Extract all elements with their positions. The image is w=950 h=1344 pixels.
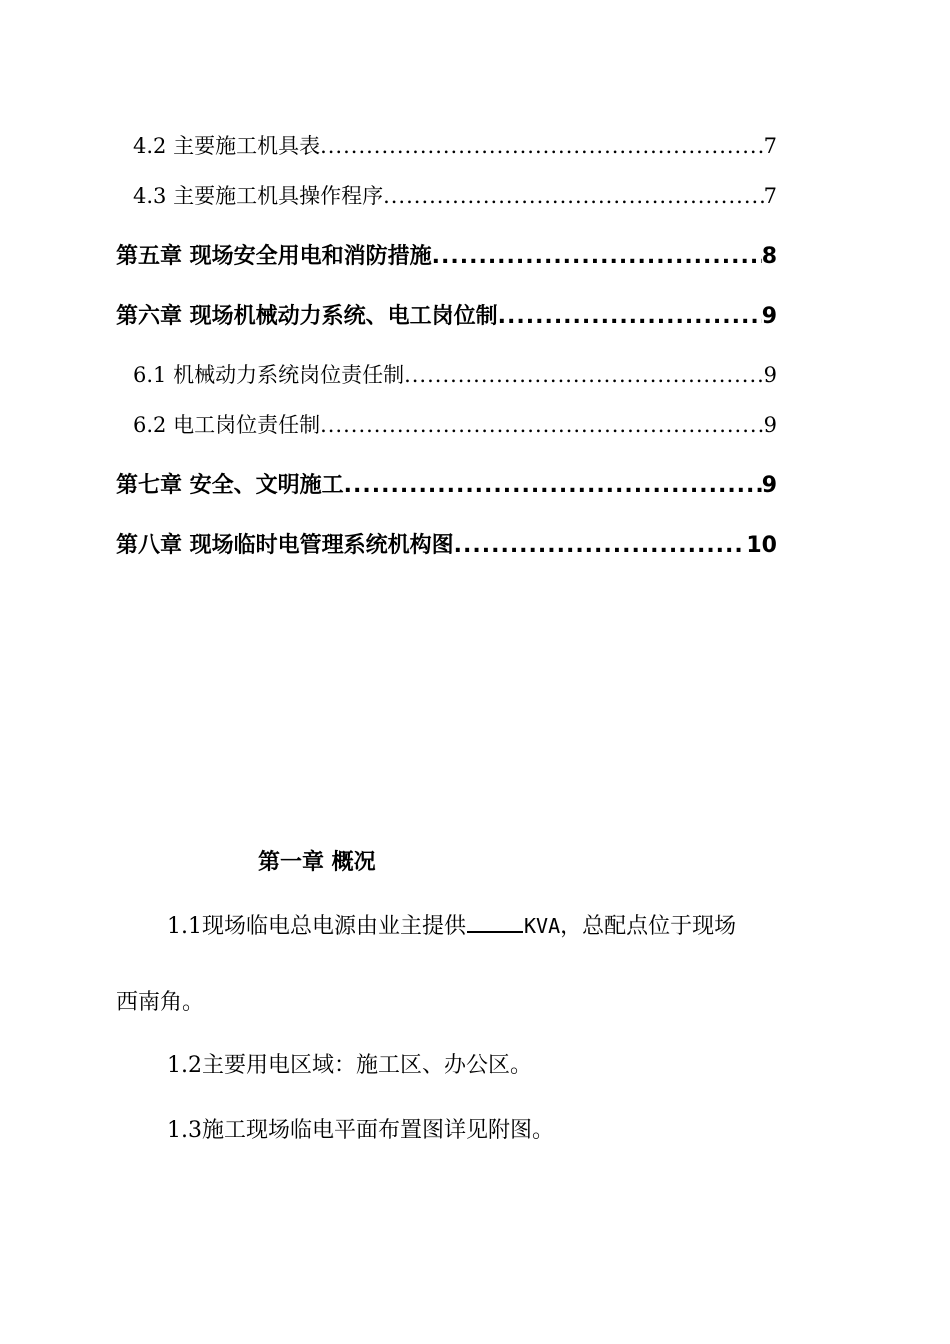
paragraph-1-1-continued: 西南角。: [116, 990, 205, 1015]
paragraph-1-3: 1.3施工现场临电平面布置图详见附图。: [167, 1118, 554, 1143]
toc-leader-dots: [498, 304, 762, 329]
paragraph-text: ，总配点位于现场: [560, 914, 737, 939]
toc-entry: [133, 409, 777, 439]
toc-entry: [133, 359, 777, 389]
toc-entry-label: 4.3 主要施工机具操作程序: [133, 184, 384, 208]
paragraph-1-1: [167, 909, 736, 940]
toc-entry-page: 9: [761, 304, 777, 329]
blank-underline: [467, 930, 523, 933]
toc-leader-dots: [432, 244, 762, 269]
paragraph-text: 1.1现场临电总电源由业主提供: [167, 914, 466, 939]
toc-leader-dots: [320, 413, 764, 437]
toc-entry-page: 7: [763, 184, 777, 208]
paragraph-1-2: 1.2主要用电区域：施工区、办公区。: [167, 1053, 532, 1078]
toc-entry-label: 第七章 安全、文明施工: [116, 473, 344, 498]
toc-entry-label: 6.1 机械动力系统岗位责任制: [133, 363, 405, 387]
toc-entry-page: 9: [763, 413, 777, 437]
toc-entry-page: 9: [761, 473, 777, 498]
toc-entry: [133, 180, 777, 210]
toc-entry-page: 10: [746, 533, 777, 558]
toc-leader-dots: [404, 363, 764, 387]
toc-entry-label: 第六章 现场机械动力系统、电工岗位制: [116, 304, 498, 329]
toc-entry-label: 6.2 电工岗位责任制: [133, 413, 321, 437]
toc-leader-dots: [344, 473, 762, 498]
toc-leader-dots: [320, 134, 764, 158]
toc-leader-dots: [454, 533, 747, 558]
toc-entry-label: 第五章 现场安全用电和消防措施: [116, 244, 432, 269]
toc-entry-chapter: [116, 528, 777, 559]
toc-entry-chapter: [116, 299, 777, 330]
toc-entry-page: 8: [761, 244, 777, 269]
toc-leader-dots: [383, 184, 764, 208]
toc-entry-label: 第八章 现场临时电管理系统机构图: [116, 533, 454, 558]
toc-entry-chapter: [116, 468, 777, 499]
chapter-heading: 第一章 概况: [258, 850, 376, 875]
toc-entry-chapter: [116, 239, 777, 270]
unit-text: KVA: [524, 914, 561, 938]
toc-entry-page: 7: [763, 134, 777, 158]
toc-entry-label: 4.2 主要施工机具表: [133, 134, 321, 158]
toc-entry: [133, 130, 777, 160]
toc-entry-page: 9: [763, 363, 777, 387]
